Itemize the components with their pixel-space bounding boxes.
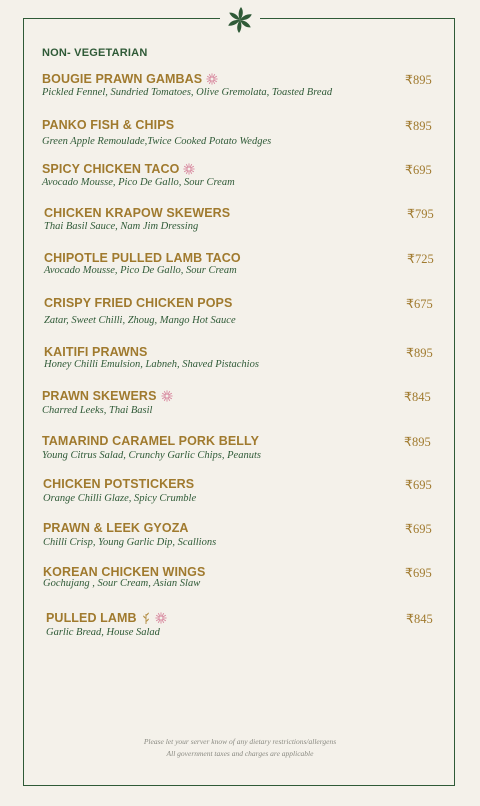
menu-item-description: Garlic Bread, House Salad (46, 627, 160, 638)
menu-item-name (46, 611, 167, 625)
footer-tax-note: All government taxes and charges are applicable (166, 749, 314, 758)
menu-item-price: ₹725 (407, 252, 434, 266)
menu-item-name-text: CHIPOTLE PULLED LAMB TACO (44, 251, 241, 265)
sun-icon (155, 612, 167, 624)
menu-item-price: ₹845 (404, 390, 431, 404)
menu-item-price: ₹695 (405, 566, 432, 580)
menu-item-name (44, 206, 230, 220)
menu-item-price: ₹675 (406, 297, 433, 311)
menu-item-price: ₹895 (405, 119, 432, 133)
menu-item-name-text: CHICKEN KRAPOW SKEWERS (44, 206, 231, 220)
menu-item-name-text: CHICKEN POTSTICKERS (43, 477, 195, 491)
sun-icon (161, 390, 173, 402)
menu-item-name-text: PRAWN & LEEK GYOZA (43, 521, 189, 535)
menu-item-description: Avocado Mousse, Pico De Gallo, Sour Cream (44, 265, 237, 276)
wheat-icon (141, 612, 151, 625)
menu-item-name (42, 72, 218, 86)
menu-item-description: Zatar, Sweet Chilli, Zhoug, Mango Hot Sauce (44, 315, 236, 326)
sun-icon (183, 163, 195, 175)
menu-item-name-text: BOUGIE PRAWN GAMBAS (42, 72, 203, 86)
menu-item-name (42, 389, 173, 403)
menu-item-name-text: CRISPY FRIED CHICKEN POPS (44, 296, 233, 310)
menu-item-name (44, 251, 241, 265)
menu-item-description: Orange Chilli Glaze, Spicy Crumble (43, 493, 197, 504)
sun-icon (206, 73, 218, 85)
menu-item-description: Green Apple Remoulade,Twice Cooked Potato Wedges (42, 136, 272, 147)
menu-item-description: Young Citrus Salad, Crunchy Garlic Chips, Peanuts (42, 450, 261, 461)
leaf-logo-icon (226, 6, 254, 34)
brand-logo (220, 5, 260, 35)
menu-item-price: ₹895 (404, 435, 431, 449)
menu-item-name (42, 162, 195, 176)
menu-item-price: ₹795 (407, 207, 434, 221)
menu-item-name-text: PRAWN SKEWERS (42, 389, 157, 403)
menu-item-name (44, 345, 147, 359)
menu-item-name (42, 118, 174, 132)
menu-item-description: Gochujang , Sour Cream, Asian Slaw (43, 578, 201, 589)
menu-item-name-text: KOREAN CHICKEN WINGS (43, 565, 206, 579)
menu-item-name (43, 477, 194, 491)
menu-item-price: ₹895 (406, 346, 433, 360)
menu-item-name (43, 521, 189, 535)
menu-item-description: Charred Leeks, Thai Basil (42, 405, 153, 416)
menu-item-price: ₹895 (405, 73, 432, 87)
footer-allergen-note: Please let your server know of any dietary restrictions/allergens (143, 737, 337, 746)
menu-item-description: Chilli Crisp, Young Garlic Dip, Scallions (43, 537, 217, 548)
menu-item-description: Avocado Mousse, Pico De Gallo, Sour Cream (42, 177, 235, 188)
menu-item-price: ₹845 (406, 612, 433, 626)
menu-item-price: ₹695 (405, 163, 432, 177)
menu-item-description: Pickled Fennel, Sundried Tomatoes, Olive Gremolata, Toasted Bread (42, 87, 333, 98)
menu-item-price: ₹695 (405, 478, 432, 492)
menu-item-name (42, 434, 259, 448)
menu-item-name-text: PANKO FISH & CHIPS (42, 118, 175, 132)
menu-item-name-text: PULLED LAMB (46, 611, 137, 625)
menu-item-description: Thai Basil Sauce, Nam Jim Dressing (44, 221, 199, 232)
menu-item-name (44, 296, 232, 310)
menu-item-name-text: SPICY CHICKEN TACO (42, 162, 180, 176)
section-title: NON- VEGETARIAN (42, 47, 148, 59)
menu-item-description: Honey Chilli Emulsion, Labneh, Shaved Pistachios (44, 359, 259, 370)
menu-item-name-text: TAMARIND CARAMEL PORK BELLY (42, 434, 260, 448)
menu-item-name-text: KAITIFI PRAWNS (44, 345, 148, 359)
menu-item-price: ₹695 (405, 522, 432, 536)
menu-item-name (43, 565, 205, 579)
